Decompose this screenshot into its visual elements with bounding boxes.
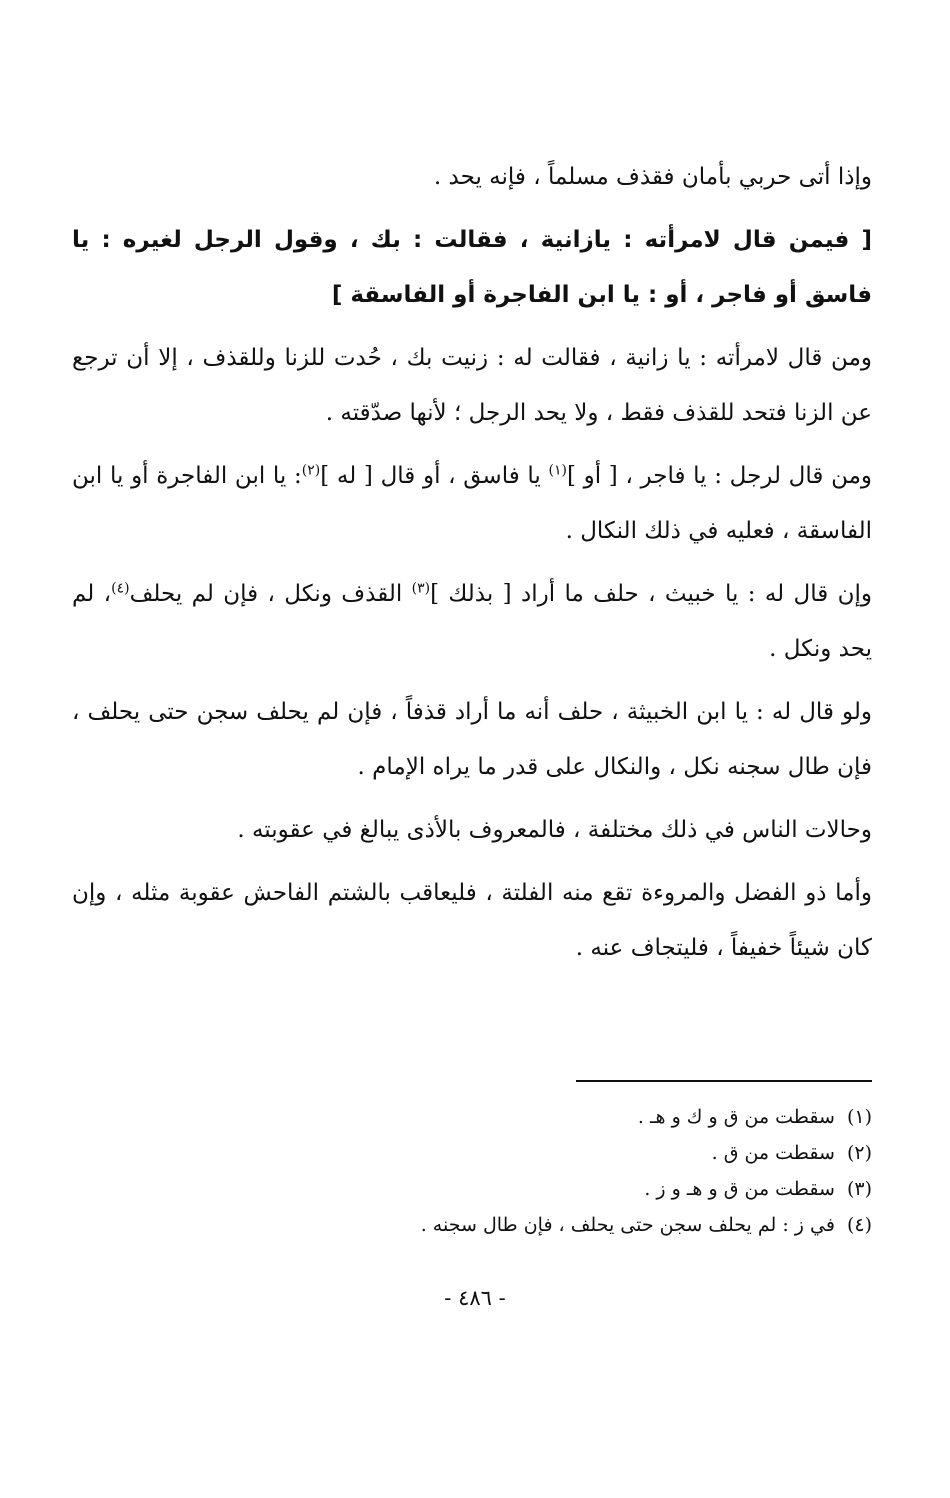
paragraph-1: وإذا أتى حربي بأمان فقذف مسلماً ، فإنه يحد . (433, 164, 872, 190)
footnotes (72, 1100, 872, 1244)
paragraph-3 (72, 449, 872, 559)
paragraph-4-text-b: القذف ونكل ، فإن لم يحلف (129, 581, 412, 607)
paragraph-6: وحالات الناس في ذلك مختلفة ، فالمعروف بالأذى يبالغ في عقوبته . (237, 817, 872, 843)
footnote-ref-2: (٢) (301, 462, 321, 479)
paragraph-2: ومن قال لامرأته : يا زانية ، فقالت له : زنيت بك ، حُدت للزنا وللقذف ، إلا أن ترجع عن الزنا فتحد للقذف فقط ، ولا يحد الرجل ؛ لأنها صدّقته . (72, 345, 872, 426)
footnote-divider (576, 1080, 872, 1082)
footnote-number: (٢) (846, 1142, 872, 1164)
footnote-ref-3: (٣) (411, 580, 431, 597)
footnote-number: (١) (846, 1106, 872, 1128)
section-heading: [ فيمن قال لامرأته : يازانية ، فقالت : بك ، وقول الرجل لغيره : يا فاسق أو فاجر ، أو : يا ابن الفاجرة أو الفاسقة ] (72, 227, 872, 308)
paragraph-4-text-a: وإن قال له : يا خبيث ، حلف ما أراد [ بذلك ] (430, 581, 872, 607)
footnote-4 (72, 1208, 872, 1242)
footnote-ref-4: (٤) (111, 580, 130, 597)
page-number: - ٤٨٦ - (444, 1286, 506, 1310)
footnote-text: سقطت من ق . (711, 1142, 835, 1164)
footnote-3 (72, 1172, 872, 1206)
page-body (72, 150, 872, 984)
footnote-number: (٤) (846, 1214, 872, 1236)
paragraph-4 (72, 567, 872, 677)
footnote-text: سقطت من ق و هـ و ز . (644, 1178, 835, 1200)
paragraph-5: ولو قال له : يا ابن الخبيثة ، حلف أنه ما أراد قذفاً ، فإن لم يحلف سجن حتى يحلف ، فإن طال سجنه نكل ، والنكال على قدر ما يراه الإمام . (72, 699, 872, 780)
footnote-2 (72, 1136, 872, 1170)
paragraph-3-text-a: ومن قال لرجل : يا فاجر ، [ أو ] (566, 463, 873, 489)
footnote-text: سقطت من ق و ك و هـ . (637, 1106, 835, 1128)
paragraph-3-text-b: يا فاسق ، أو قال [ له ] (320, 463, 549, 489)
paragraph-4-text-c: ، لم يحد ونكل . (72, 581, 872, 662)
footnote-text: في ز : لم يحلف سجن حتى يحلف ، فإن طال سجنه . (420, 1214, 835, 1236)
footnote-1 (72, 1100, 872, 1134)
paragraph-3-text-c: : يا ابن الفاجرة أو يا ابن الفاسقة ، فعليه في ذلك النكال . (72, 463, 872, 544)
footnote-number: (٣) (846, 1178, 872, 1200)
footnote-ref-1: (١) (548, 462, 567, 479)
paragraph-7: وأما ذو الفضل والمروءة تقع منه الفلتة ، فليعاقب بالشتم الفاحش عقوبة مثله ، وإن كان شيئاً خفيفاً ، فليتجاف عنه . (72, 880, 872, 961)
